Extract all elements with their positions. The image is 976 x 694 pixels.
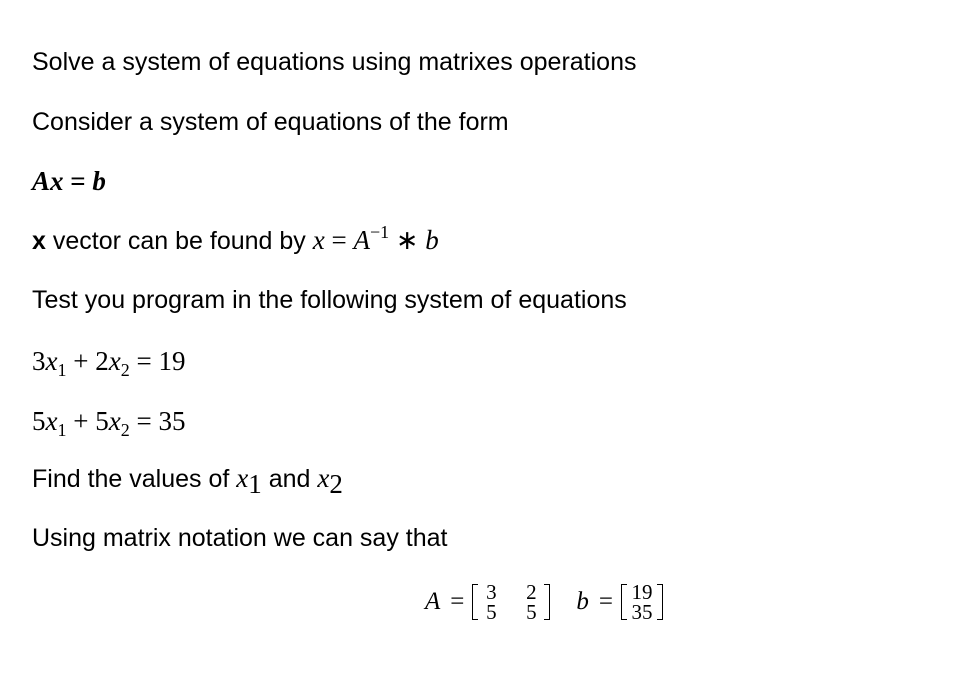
inverse-formula: $x = A^{-1}$ ∗ b <box>312 222 439 255</box>
x-vector-line <box>32 222 439 255</box>
vector-b-cell: 19 <box>631 580 653 604</box>
form-eq: = <box>70 166 86 196</box>
vector-b-symbol: b <box>576 588 589 615</box>
vector-b-equals: = <box>598 588 613 615</box>
inverse-exponent: −1 <box>369 222 390 242</box>
matrix-a-cell: 5 <box>486 600 497 624</box>
title-text: Solve a system of equations using matrixes operations <box>32 48 637 76</box>
form-equation <box>32 168 106 195</box>
matrix-a-equals: = <box>450 588 465 615</box>
test-text: Test you program in the following system of equations <box>32 286 627 314</box>
form-lhs: Ax <box>32 166 64 196</box>
matrix-notation-text: Using matrix notation we can say that <box>32 524 448 552</box>
vector-b-cell: 35 <box>631 600 653 624</box>
x-bold-label: x <box>32 227 46 255</box>
equation-2: $5x_1 + 5x_2 = 35$ <box>32 406 186 440</box>
consider-text: Consider a system of equations of the form <box>32 108 509 136</box>
equation-1: $3x_1 + 2x_2 = 19$ <box>32 346 186 380</box>
matrix-a <box>472 582 550 622</box>
matrix-a-cell: 3 <box>486 580 497 604</box>
find-values-line: Find the values of $x_1$ and $x_2$ <box>32 463 343 499</box>
matrix-equations <box>425 582 667 622</box>
form-rhs: b <box>92 166 106 196</box>
matrix-a-cell: 5 <box>526 600 537 624</box>
x-vector-text: vector can be found by <box>45 227 313 255</box>
matrix-a-symbol: A <box>425 588 441 615</box>
matrix-a-cell: 2 <box>526 580 537 604</box>
vector-b <box>621 582 663 622</box>
